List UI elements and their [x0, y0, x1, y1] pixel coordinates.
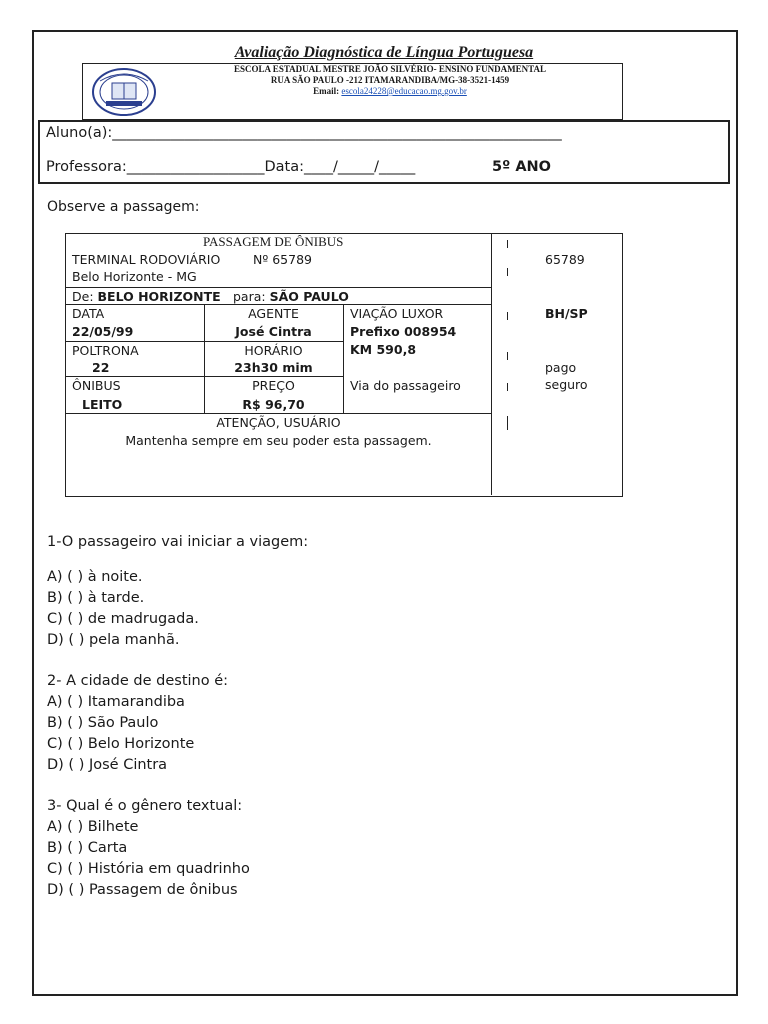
- date-label: DATA: [72, 306, 105, 321]
- attention-heading: ATENÇÃO, USUÁRIO: [216, 415, 341, 430]
- passenger-copy: Via do passageiro: [350, 378, 461, 393]
- from-label: De:: [72, 289, 94, 304]
- bus-type-label: ÔNIBUS: [72, 378, 121, 393]
- student-name-field[interactable]: Aluno(a):______________________________________________________________: [46, 125, 562, 141]
- option-2a[interactable]: A) ( ) Itamarandiba: [47, 694, 185, 710]
- email-label: Email:: [313, 86, 340, 96]
- option-3d[interactable]: D) ( ) Passagem de ônibus: [47, 882, 238, 898]
- price-label: PREÇO: [252, 378, 295, 393]
- perforation-mark: [507, 240, 508, 248]
- ticket-city: Belo Horizonte - MG: [72, 269, 197, 284]
- ticket-line: [65, 413, 492, 414]
- agent-label: AGENTE: [248, 306, 299, 321]
- ticket-number: Nº 65789: [253, 252, 312, 267]
- attention-notice: Mantenha sempre em seu poder esta passagem.: [125, 433, 432, 448]
- seat-value: 22: [92, 360, 110, 375]
- ticket-destination: [233, 289, 349, 304]
- option-3a[interactable]: A) ( ) Bilhete: [47, 819, 139, 835]
- option-1d[interactable]: D) ( ) pela manhã.: [47, 632, 180, 648]
- stub-route: BH/SP: [545, 306, 588, 321]
- to-label: para:: [233, 289, 266, 304]
- price-value: R$ 96,70: [242, 397, 305, 412]
- ticket-route: [72, 289, 221, 304]
- to-city: SÃO PAULO: [269, 289, 349, 304]
- question-2: 2- A cidade de destino é:: [47, 673, 229, 689]
- school-name: ESCOLA ESTADUAL MESTRE JOÃO SILVÉRIO- ENSINO FUNDAMENTAL: [234, 64, 546, 74]
- ticket-line: [65, 304, 492, 305]
- stub-insurance: seguro: [545, 377, 588, 392]
- option-2d[interactable]: D) ( ) José Cintra: [47, 757, 168, 773]
- school-address: RUA SÃO PAULO -212 ITAMARANDIBA/MG-38-3521-1459: [270, 75, 510, 85]
- time-value: 23h30 mim: [234, 360, 313, 375]
- stub-number: 65789: [545, 252, 585, 267]
- teacher-date-field[interactable]: Professora:___________________Data:____/_____/_____: [46, 159, 416, 175]
- date-value: 22/05/99: [72, 324, 134, 339]
- grade-label: 5º ANO: [492, 159, 551, 175]
- instruction-text: Observe a passagem:: [47, 199, 200, 215]
- ticket-line: [343, 304, 344, 413]
- email-link[interactable]: escola24228@educacao.mg.gov.br: [341, 86, 467, 96]
- school-logo: [90, 67, 158, 117]
- question-3: 3- Qual é o gênero textual:: [47, 798, 243, 814]
- school-email-line: [160, 86, 620, 96]
- perforation-mark: [507, 312, 508, 320]
- option-1a[interactable]: A) ( ) à noite.: [47, 569, 143, 585]
- ticket-terminal: TERMINAL RODOVIÁRIO: [72, 252, 221, 267]
- option-3b[interactable]: B) ( ) Carta: [47, 840, 128, 856]
- question-1: 1-O passageiro vai iniciar a viagem:: [47, 534, 309, 550]
- bus-prefix: Prefixo 008954: [350, 324, 457, 339]
- bus-company: VIAÇÃO LUXOR: [350, 306, 444, 321]
- from-city: BELO HORIZONTE: [97, 289, 221, 304]
- bus-type-value: LEITO: [82, 397, 123, 412]
- stub-divider: [491, 233, 492, 495]
- option-1c[interactable]: C) ( ) de madrugada.: [47, 611, 199, 627]
- ticket-title: PASSAGEM DE ÔNIBUS: [203, 234, 344, 249]
- seat-label: POLTRONA: [72, 343, 139, 358]
- stub-paid: pago: [545, 360, 577, 375]
- option-3c[interactable]: C) ( ) História em quadrinho: [47, 861, 250, 877]
- option-1b[interactable]: B) ( ) à tarde.: [47, 590, 145, 606]
- perforation-mark: [507, 383, 508, 391]
- option-2b[interactable]: B) ( ) São Paulo: [47, 715, 159, 731]
- perforation-mark: [507, 416, 508, 430]
- page-title: Avaliação Diagnóstica de Língua Portuguesa: [234, 44, 534, 61]
- perforation-mark: [507, 268, 508, 276]
- bus-km: KM 590,8: [350, 342, 417, 357]
- ticket-line: [65, 287, 492, 288]
- option-2c[interactable]: C) ( ) Belo Horizonte: [47, 736, 195, 752]
- time-label: HORÁRIO: [244, 343, 303, 358]
- agent-value: José Cintra: [235, 324, 312, 339]
- perforation-mark: [507, 352, 508, 360]
